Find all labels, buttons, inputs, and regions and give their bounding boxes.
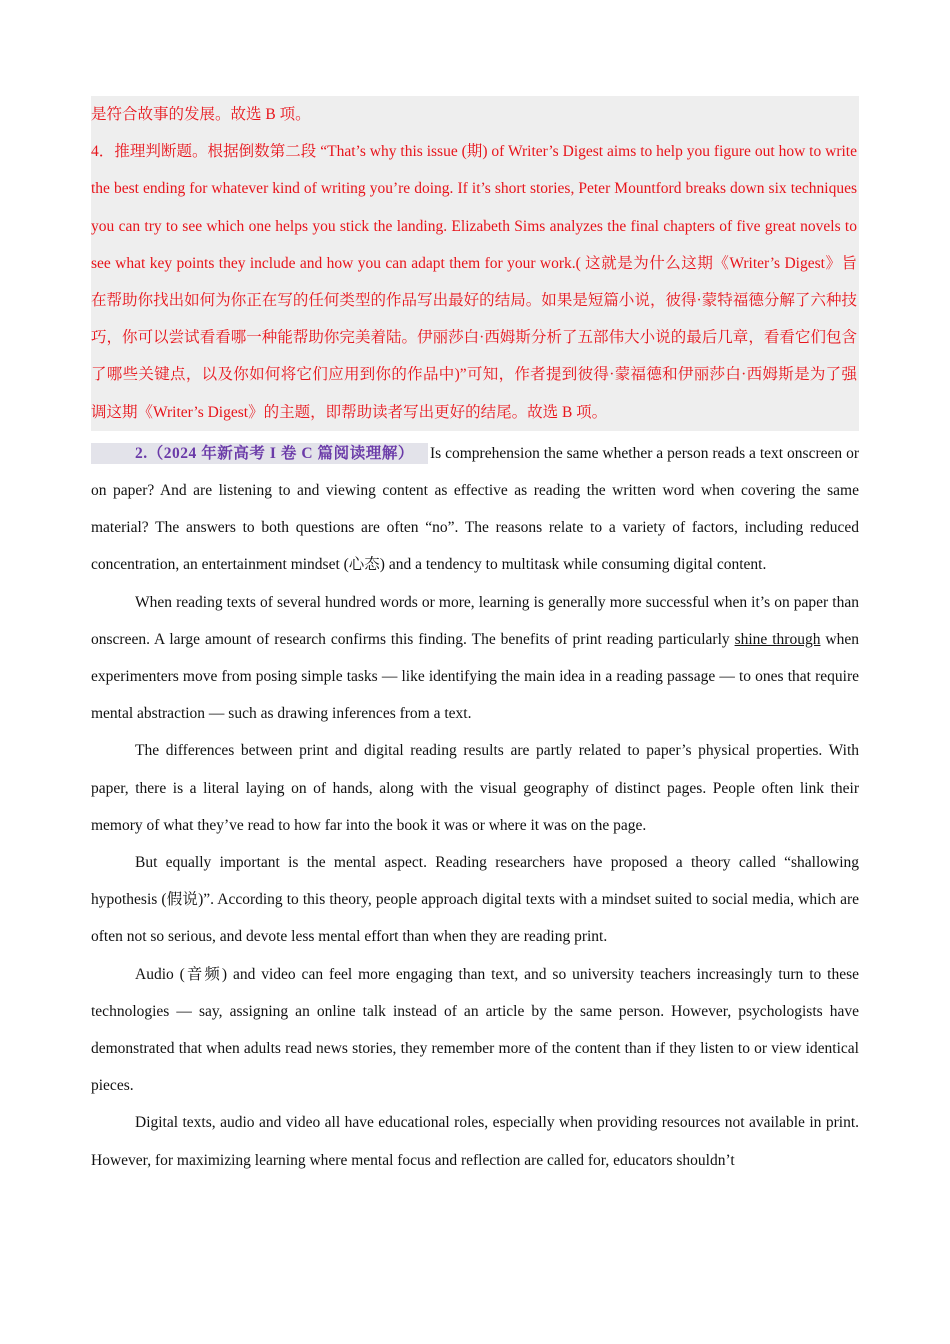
passage-paragraph-5: Audio (音频) and video can feel more engaging than text, and so university teachers increasingly turn to these technologies — say, assigning an online talk instead of an article by the same person. However, psychologists have demonstrated that when adults read news stories, they remember more of the content than if they listen to or view identical pieces.	[91, 965, 859, 1095]
question-label: 2.（2024 年新高考 I 卷 C 篇阅读理解）	[91, 443, 428, 464]
passage-paragraph-4: But equally important is the mental aspect. Reading researchers have proposed a theory called “shallowing hypothesis (假说)”. According to this theory, people approach digital texts with a mindset suited to social media, which are often not so serious, and devote less mental effort than when they are reading print.	[91, 854, 859, 946]
answer-item-4: 4．推理判断题。根据倒数第二段 “That’s why this issue (期) of Writer’s Digest aims to help you figure out how to write the best ending for whatever kind of writing you’re doing. If it’s short stories, Peter Mountford breaks down six techniques you can try to see which one helps you stick the landing. Elizabeth Sims analyzes the final chapters of five great novels to see what key points they include and how you can adapt them for your work.( 这就是为什么这期《Writer’s Digest》旨在帮助你找出如何为你正在写的任何类型的作品写出最好的结局。如果是短篇小说，彼得·蒙特福德分解了六种技巧，你可以尝试看看哪一种能帮助你完美着陆。伊丽莎白·西姆斯分析了五部伟大小说的最后几章，看看它们包含了哪些关键点，以及你如何将它们应用到你的作品中)”可知，作者提到彼得·蒙福德和伊丽莎白·西姆斯是为了强调这期《Writer’s Digest》的主题，即帮助读者写出更好的结尾。故选 B 项。	[91, 143, 857, 421]
passage-paragraph-1	[91, 435, 859, 584]
answer-explanation-block	[91, 96, 859, 431]
answer-line-continued: 是符合故事的发展。故选 B 项。	[91, 106, 311, 123]
reading-passage	[91, 435, 859, 1179]
paragraph-2-after: when experimenters move from posing simple tasks — like identifying the main idea in a reading passage — to ones that require mental abstraction — such as drawing inferences from a text.	[91, 630, 859, 723]
passage-paragraph-6: Digital texts, audio and video all have educational roles, especially when providing resources not available in print. However, for maximizing learning where mental focus and reflection are called for, educators shouldn’t	[91, 1114, 859, 1169]
underlined-phrase: shine through	[734, 630, 821, 648]
paragraph-1-text: Is comprehension the same whether a person reads a text onscreen or on paper? And are listening to and viewing content as effective as reading the written word when covering the same material? The answers to both questions are often “no”. The reasons relate to a variety of factors, including reduced concentration, an entertainment mindset (心态) and a tendency to multitask while consuming digital content.	[91, 444, 859, 574]
passage-paragraph-3: The differences between print and digital reading results are partly related to paper’s physical properties. With paper, there is a literal laying on of hands, along with the visual geography of distinct pages. People often link their memory of what they’ve read to how far into the book it was or where it was on the page.	[91, 742, 859, 834]
paragraph-2-before: When reading texts of several hundred words or more, learning is generally more successful when it’s on paper than onscreen. A large amount of research confirms this finding. The benefits of print reading particularly	[91, 593, 859, 648]
passage-paragraph-2	[91, 584, 859, 733]
document-page	[91, 96, 859, 1179]
